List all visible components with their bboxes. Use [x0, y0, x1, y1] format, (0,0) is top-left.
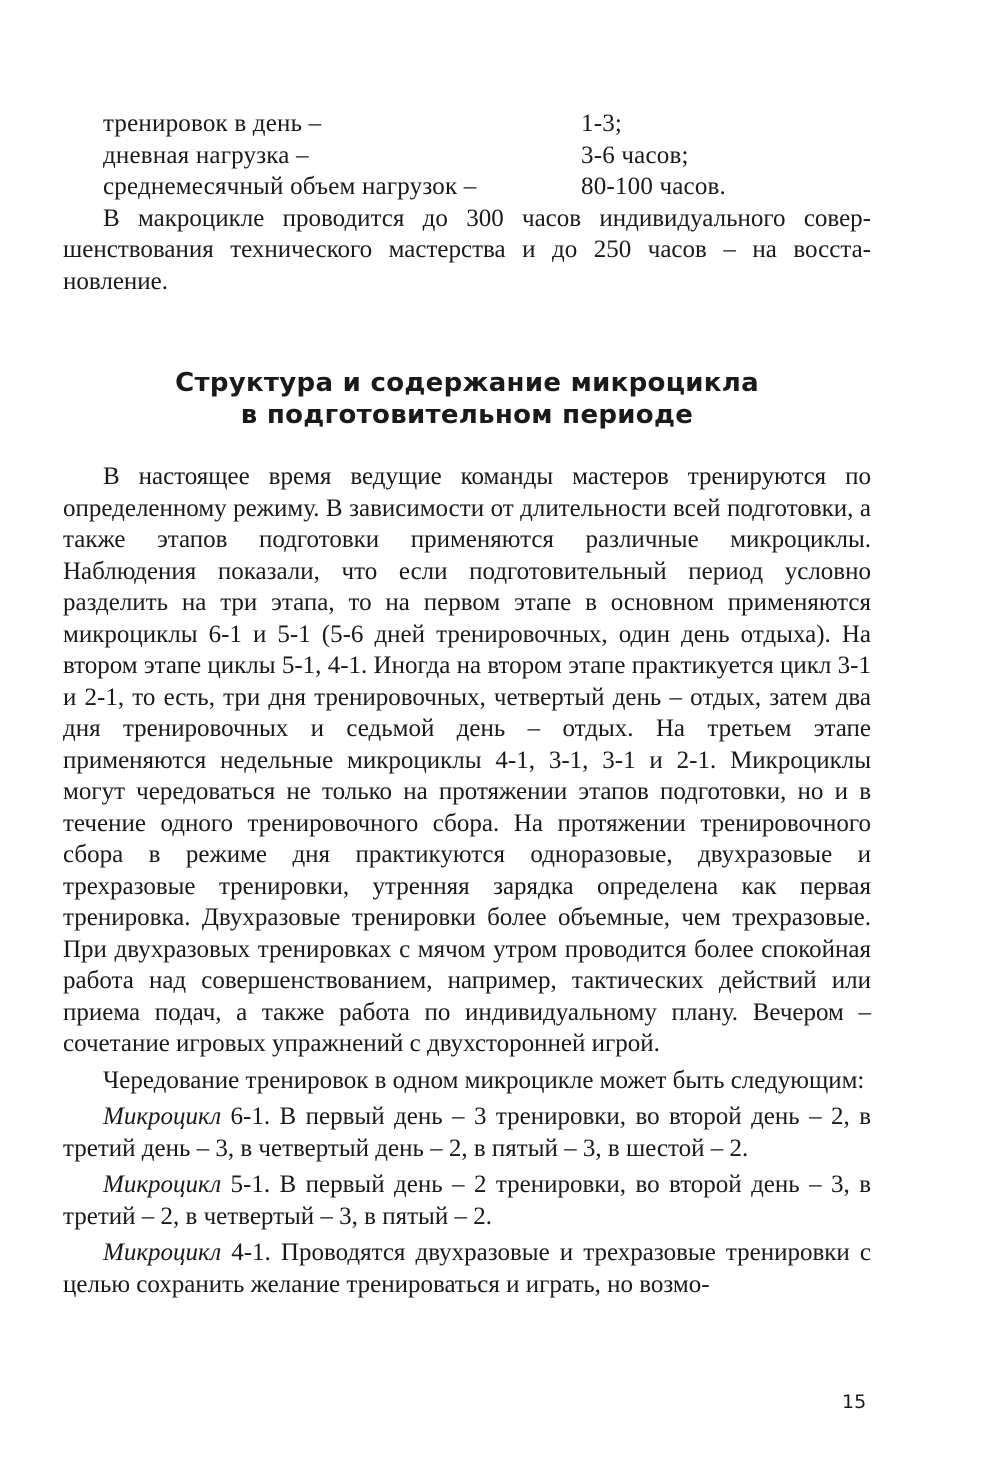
paragraph-training-modes: В настоящее время ведущие команды мастеров тренируются по определенному режиму. В зависимости от длительности всей подготовки, а также этапов подготовки применяются различные микроциклы. Наблюдения показали, что если подготовительный период условно разделить на три этапа, то на первом этапе в основном применяются микроциклы 6-1 и 5-1 (5-6 дней тренировочных, один день отдыха). На втором этапе циклы 5-1, 4-1. Иногда на втором этапе практикуется цикл 3-1 и 2-1, то есть, три дня тренировочных, четвертый день – отдых, затем два дня тренировочных и седьмой день – отдых. На третьем этапе применяются недельные микроциклы 4-1, 3-1, 3-1 и 2-1. Микроциклы могут чередоваться не только на протяжении этапов подготовки, но и в течение одного тренировочного сбора. На протяжении тренировочного сбора в режиме дня практикуются одноразовые, двухразовые и трехразовые тренировки, утренняя зарядка определена как первая тренировка. Двухразовые тренировки более объемные, чем трехразовые. При двухразовых тренировках с мячом утром проводится более спокойная работа над совершенствованием, например, тактических действий или приема подач, а также работа по индивидуальному плану. Вечером – сочетание игровых упражнений с двухсторонней игрой.: [63, 463, 871, 1057]
microcycle-label: Микроцикл: [103, 1171, 222, 1198]
paragraph-alternation-intro: Чередование тренировок в одном микроцикле может быть следующим:: [103, 1066, 865, 1094]
stat-value: 3-6 часов;: [581, 141, 689, 169]
microcycle-4-1-paragraph: [63, 1237, 871, 1300]
stat-label: среднемесячный объем нагрузок –: [103, 173, 477, 200]
microcycle-text: 5-1. В первый день – 2 тренировки, во второй день – 3, в третий – 2, в четвертый – 3, в пятый – 2.: [63, 1171, 871, 1230]
section-body: [63, 461, 871, 1300]
load-stats-list: [63, 108, 871, 203]
stat-value: 1-3;: [581, 110, 623, 137]
microcycle-label: Микроцикл: [103, 1103, 222, 1130]
stat-label: дневная нагрузка –: [103, 141, 309, 169]
stat-row: [63, 171, 871, 203]
microcycle-text: 4-1. Проводятся двухразовые и трехразовые тренировки с целью сохранить желание тренироваться и играть, но возмо-: [63, 1239, 871, 1298]
section-heading-line-2: в подготовительном периоде: [240, 400, 694, 430]
stat-label: тренировок в день –: [103, 110, 322, 137]
microcycle-text: 6-1. В первый день – 3 тренировки, во второй день – 2, в третий день – 3, в четвертый день – 2, в пятый – 3, в шестой – 2.: [63, 1103, 871, 1162]
page-number: 15: [842, 1391, 867, 1413]
section-heading: [63, 367, 871, 431]
stat-row: [63, 140, 871, 172]
stat-row: [63, 108, 871, 140]
microcycle-6-1-paragraph: [63, 1101, 871, 1164]
section-heading-line-1: Структура и содержание микроцикла: [175, 368, 759, 398]
microcycle-label: Микроцикл: [103, 1239, 222, 1266]
page-content: [63, 108, 871, 1300]
stat-value: 80-100 часов.: [581, 173, 726, 200]
intro-paragraph: В макроцикле проводится до 300 часов индивидуального совершенствования технического мастерства и до 250 часов – на восстановление.: [63, 204, 871, 295]
microcycle-5-1-paragraph: [63, 1169, 871, 1232]
